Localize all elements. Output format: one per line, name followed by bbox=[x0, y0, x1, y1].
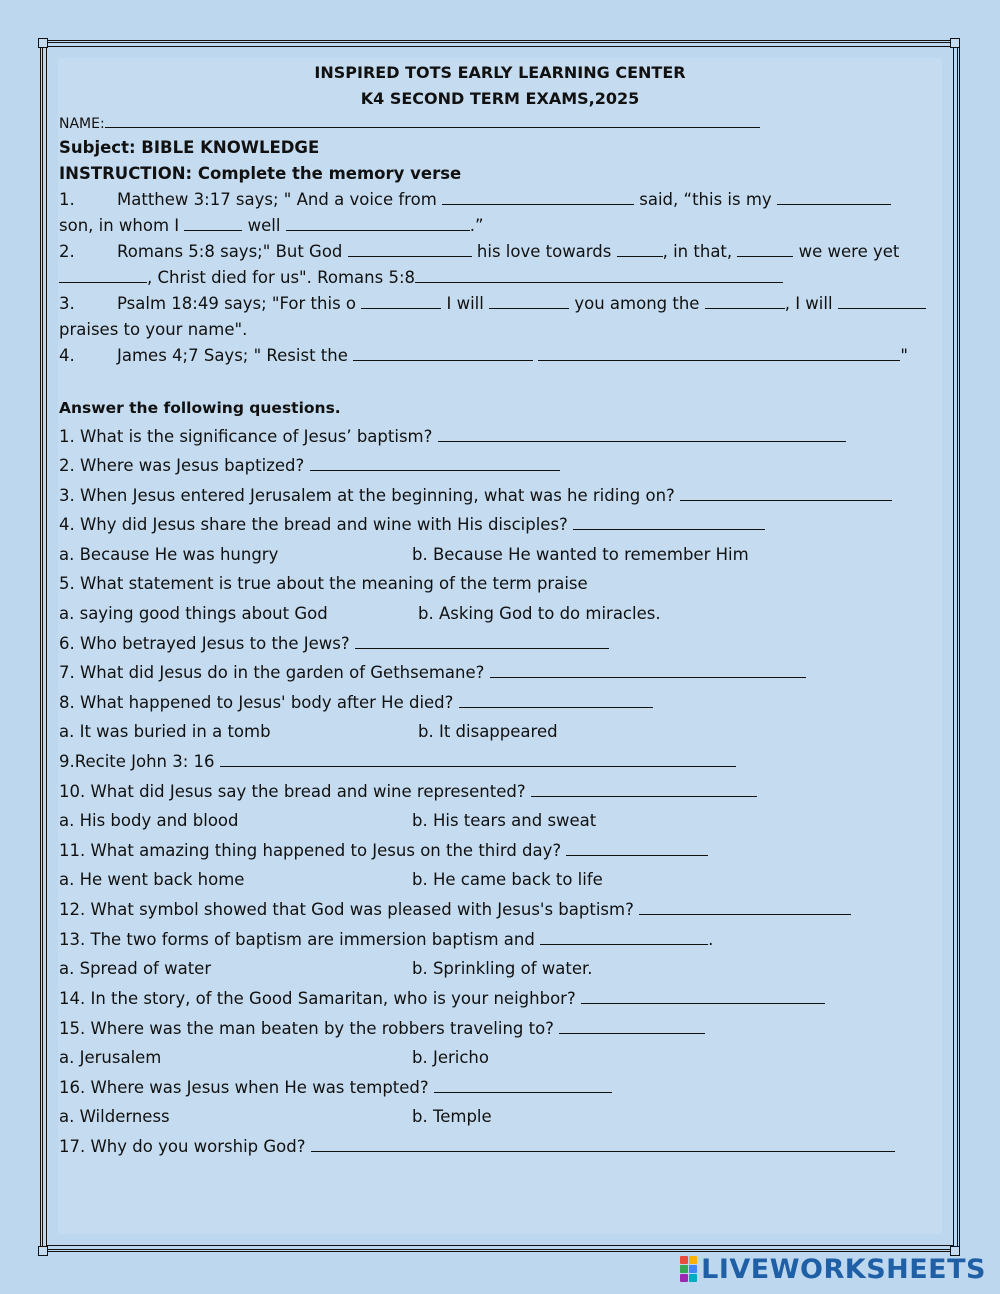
answer-blank[interactable] bbox=[737, 242, 793, 257]
instruction-label: INSTRUCTION: bbox=[59, 164, 193, 183]
verse-text: .” bbox=[469, 216, 484, 235]
answer-blank[interactable] bbox=[581, 989, 825, 1004]
verse-text: said, “this is my bbox=[634, 190, 777, 209]
answer-blank[interactable] bbox=[310, 456, 560, 471]
question-text: 16. Where was Jesus when He was tempted? bbox=[59, 1078, 434, 1097]
subject-line: Subject: BIBLE KNOWLEDGE bbox=[59, 138, 320, 157]
answer-blank[interactable] bbox=[184, 216, 242, 231]
name-input[interactable] bbox=[105, 113, 760, 128]
option-a[interactable]: a. saying good things about God bbox=[59, 604, 328, 623]
question-1 bbox=[59, 426, 846, 448]
option-b[interactable]: b. Temple bbox=[412, 1107, 492, 1126]
question-17 bbox=[59, 1136, 895, 1158]
verse-text: " bbox=[900, 346, 908, 365]
verse-1-line-2 bbox=[59, 215, 484, 237]
option-b[interactable]: b. He came back to life bbox=[412, 870, 603, 889]
question-5: 5. What statement is true about the meaning of the term praise bbox=[59, 574, 588, 593]
logo-text: LIVEWORKSHEETS bbox=[701, 1253, 986, 1285]
question-4 bbox=[59, 514, 765, 536]
verse-number: 3. bbox=[59, 294, 75, 313]
answer-blank[interactable] bbox=[442, 190, 634, 205]
verse-text: , Christ died for us". Romans 5:8 bbox=[147, 268, 415, 287]
option-b[interactable]: b. Sprinkling of water. bbox=[412, 959, 593, 978]
question-text: 6. Who betrayed Jesus to the Jews? bbox=[59, 634, 355, 653]
verse-text: , I will bbox=[784, 294, 838, 313]
question-text: 4. Why did Jesus share the bread and wine with His disciples? bbox=[59, 515, 574, 534]
question-text: 14. In the story, of the Good Samaritan, who is your neighbor? bbox=[59, 989, 581, 1008]
answer-blank[interactable] bbox=[573, 515, 765, 530]
answer-blank[interactable] bbox=[490, 663, 806, 678]
answer-blank[interactable] bbox=[348, 242, 472, 257]
answer-blank[interactable] bbox=[559, 1019, 705, 1034]
question-16 bbox=[59, 1077, 612, 1099]
instruction-text: Complete the memory verse bbox=[192, 164, 462, 183]
answer-blank[interactable] bbox=[705, 294, 785, 309]
answer-blank[interactable] bbox=[353, 346, 533, 361]
verse-2-line-1 bbox=[59, 241, 899, 263]
option-a[interactable]: a. Because He was hungry bbox=[59, 545, 279, 564]
question-text: 12. What symbol showed that God was pleased with Jesus's baptism? bbox=[59, 900, 640, 919]
verse-number: 1. bbox=[59, 190, 75, 209]
question-text: 15. Where was the man beaten by the robbers traveling to? bbox=[59, 1019, 560, 1038]
verse-text: James 4;7 Says; " Resist the bbox=[117, 346, 354, 365]
border-corner bbox=[38, 1246, 48, 1256]
verse-1-line-1 bbox=[59, 189, 891, 211]
question-12 bbox=[59, 899, 851, 921]
question-11 bbox=[59, 840, 708, 862]
answer-blank[interactable] bbox=[434, 1078, 612, 1093]
question-8 bbox=[59, 692, 653, 714]
question-2 bbox=[59, 455, 560, 477]
instruction-line bbox=[59, 163, 461, 185]
answer-blank[interactable] bbox=[286, 216, 470, 231]
option-b[interactable]: b. Asking God to do miracles. bbox=[418, 604, 661, 623]
question-text: . bbox=[708, 930, 714, 949]
option-a[interactable]: a. His body and blood bbox=[59, 811, 239, 830]
verse-text: Matthew 3:17 says; " And a voice from bbox=[117, 190, 443, 209]
question-text: 1. What is the significance of Jesus’ baptism? bbox=[59, 427, 438, 446]
option-a[interactable]: a. Wilderness bbox=[59, 1107, 170, 1126]
answer-blank[interactable] bbox=[566, 841, 708, 856]
answer-blank[interactable] bbox=[538, 346, 900, 361]
verse-number: 4. bbox=[59, 346, 75, 365]
question-10 bbox=[59, 781, 757, 803]
answer-blank[interactable] bbox=[459, 693, 653, 708]
answer-blank[interactable] bbox=[438, 427, 846, 442]
option-a[interactable]: a. He went back home bbox=[59, 870, 245, 889]
question-14 bbox=[59, 988, 825, 1010]
question-text: 8. What happened to Jesus' body after He died? bbox=[59, 693, 459, 712]
question-text: 13. The two forms of baptism are immersion baptism and bbox=[59, 930, 541, 949]
name-label: NAME: bbox=[59, 116, 105, 132]
question-text: 11. What amazing thing happened to Jesus on the third day? bbox=[59, 841, 567, 860]
option-b[interactable]: b. Jericho bbox=[412, 1048, 489, 1067]
question-7 bbox=[59, 662, 806, 684]
question-3 bbox=[59, 485, 892, 507]
verse-2-line-2 bbox=[59, 267, 783, 289]
answer-blank[interactable] bbox=[220, 752, 736, 767]
option-row bbox=[59, 544, 278, 566]
verse-text: son, in whom I bbox=[59, 216, 185, 235]
answer-blank[interactable] bbox=[489, 294, 569, 309]
option-b[interactable]: b. It disappeared bbox=[418, 722, 558, 741]
answer-blank[interactable] bbox=[838, 294, 926, 309]
border-corner bbox=[38, 38, 48, 48]
section-title: Answer the following questions. bbox=[59, 399, 341, 417]
verse-3-line-2: praises to your name". bbox=[59, 320, 248, 339]
option-b[interactable]: b. Because He wanted to remember Him bbox=[412, 545, 749, 564]
answer-blank[interactable] bbox=[540, 930, 708, 945]
verse-text: Romans 5:8 says;" But God bbox=[117, 242, 348, 261]
answer-blank[interactable] bbox=[531, 782, 757, 797]
verse-text: I will bbox=[441, 294, 490, 313]
name-row bbox=[59, 112, 760, 135]
question-text: 10. What did Jesus say the bread and wine represented? bbox=[59, 782, 531, 801]
verse-text: , in that, bbox=[662, 242, 738, 261]
liveworksheets-logo bbox=[680, 1254, 986, 1284]
answer-blank[interactable] bbox=[355, 634, 609, 649]
question-15 bbox=[59, 1018, 705, 1040]
question-13 bbox=[59, 929, 713, 951]
question-text: 3. When Jesus entered Jerusalem at the beginning, what was he riding on? bbox=[59, 486, 681, 505]
border-corner bbox=[950, 38, 960, 48]
option-a[interactable]: a. Spread of water bbox=[59, 959, 212, 978]
question-text: 17. Why do you worship God? bbox=[59, 1137, 311, 1156]
question-6 bbox=[59, 633, 609, 655]
answer-blank[interactable] bbox=[680, 486, 892, 501]
option-b[interactable]: b. His tears and sweat bbox=[412, 811, 597, 830]
verse-text: Psalm 18:49 says; "For this o bbox=[117, 294, 362, 313]
answer-blank[interactable] bbox=[639, 900, 851, 915]
verse-text: well bbox=[242, 216, 286, 235]
answer-blank[interactable] bbox=[311, 1137, 895, 1152]
option-a[interactable]: a. Jerusalem bbox=[59, 1048, 162, 1067]
verse-text: you among the bbox=[569, 294, 705, 313]
answer-blank[interactable] bbox=[617, 242, 663, 257]
question-text: 9.Recite John 3: 16 bbox=[59, 752, 220, 771]
option-a[interactable]: a. It was buried in a tomb bbox=[59, 722, 271, 741]
verse-4-line-1 bbox=[59, 345, 908, 367]
verse-3-line-1 bbox=[59, 293, 926, 315]
answer-blank[interactable] bbox=[361, 294, 441, 309]
liveworksheets-logo-icon bbox=[680, 1256, 697, 1282]
answer-blank[interactable] bbox=[415, 268, 783, 283]
exam-title: K4 SECOND TERM EXAMS,2025 bbox=[360, 89, 640, 108]
question-text: 2. Where was Jesus baptized? bbox=[59, 456, 310, 475]
question-9 bbox=[59, 751, 736, 773]
answer-blank[interactable] bbox=[59, 268, 147, 283]
verse-text: we were yet bbox=[793, 242, 900, 261]
verse-text: his love towards bbox=[471, 242, 617, 261]
answer-blank[interactable] bbox=[777, 190, 891, 205]
verse-number: 2. bbox=[59, 242, 75, 261]
question-text: 7. What did Jesus do in the garden of Gethsemane? bbox=[59, 663, 490, 682]
school-title: INSPIRED TOTS EARLY LEARNING CENTER bbox=[314, 63, 686, 82]
